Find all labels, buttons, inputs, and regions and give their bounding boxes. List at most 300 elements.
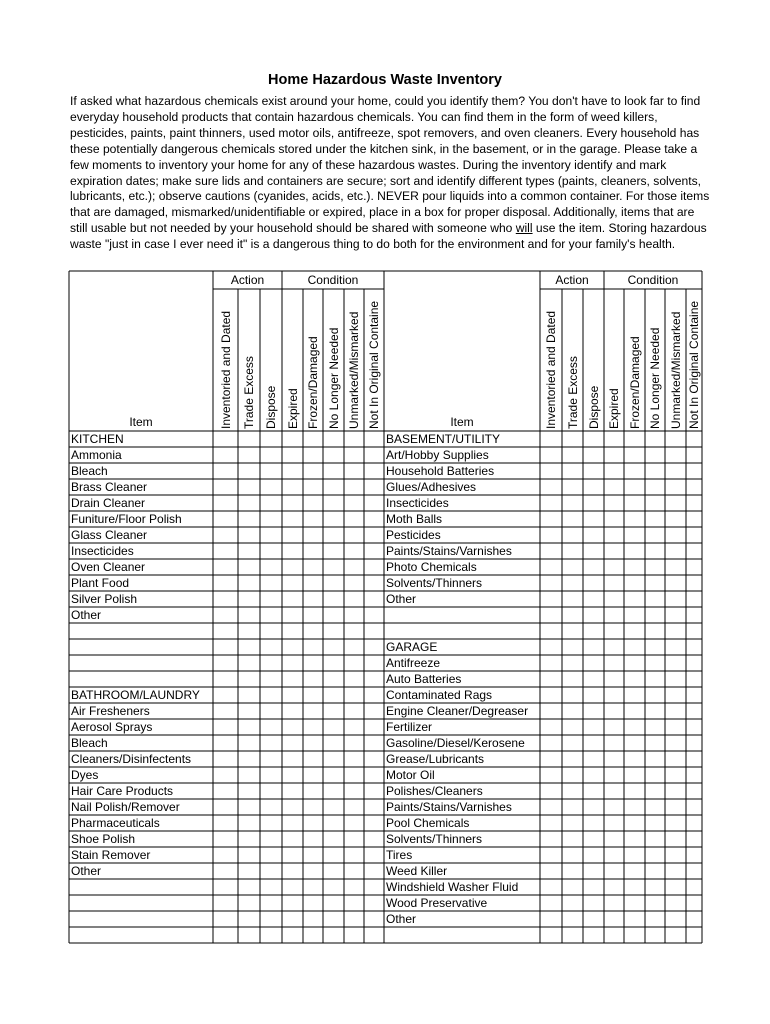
left-checkbox-cell[interactable] bbox=[260, 463, 282, 479]
left-checkbox-cell[interactable] bbox=[282, 831, 303, 847]
right-checkbox-cell[interactable] bbox=[665, 703, 686, 719]
right-checkbox-cell[interactable] bbox=[645, 863, 665, 879]
left-checkbox-cell[interactable] bbox=[260, 639, 282, 655]
left-checkbox-cell[interactable] bbox=[282, 559, 303, 575]
left-checkbox-cell[interactable] bbox=[303, 607, 323, 623]
left-checkbox-cell[interactable] bbox=[344, 511, 364, 527]
left-checkbox-cell[interactable] bbox=[282, 815, 303, 831]
left-checkbox-cell[interactable] bbox=[303, 799, 323, 815]
left-checkbox-cell[interactable] bbox=[364, 671, 384, 687]
left-checkbox-cell[interactable] bbox=[364, 751, 384, 767]
left-checkbox-cell[interactable] bbox=[213, 767, 238, 783]
left-checkbox-cell[interactable] bbox=[344, 639, 364, 655]
left-checkbox-cell[interactable] bbox=[213, 639, 238, 655]
left-checkbox-cell[interactable] bbox=[238, 831, 260, 847]
left-checkbox-cell[interactable] bbox=[344, 575, 364, 591]
left-checkbox-cell[interactable] bbox=[282, 719, 303, 735]
right-checkbox-cell[interactable] bbox=[645, 687, 665, 703]
right-checkbox-cell[interactable] bbox=[645, 879, 665, 895]
left-checkbox-cell[interactable] bbox=[260, 927, 282, 943]
right-checkbox-cell[interactable] bbox=[540, 783, 562, 799]
right-checkbox-cell[interactable] bbox=[604, 591, 624, 607]
right-checkbox-cell[interactable] bbox=[686, 655, 702, 671]
right-checkbox-cell[interactable] bbox=[540, 831, 562, 847]
left-checkbox-cell[interactable] bbox=[364, 831, 384, 847]
right-checkbox-cell[interactable] bbox=[540, 655, 562, 671]
left-checkbox-cell[interactable] bbox=[344, 623, 364, 639]
right-checkbox-cell[interactable] bbox=[686, 847, 702, 863]
right-checkbox-cell[interactable] bbox=[686, 431, 702, 447]
right-checkbox-cell[interactable] bbox=[604, 655, 624, 671]
right-checkbox-cell[interactable] bbox=[562, 831, 583, 847]
right-checkbox-cell[interactable] bbox=[665, 607, 686, 623]
right-checkbox-cell[interactable] bbox=[624, 479, 645, 495]
left-checkbox-cell[interactable] bbox=[238, 751, 260, 767]
left-checkbox-cell[interactable] bbox=[213, 543, 238, 559]
left-checkbox-cell[interactable] bbox=[282, 575, 303, 591]
right-checkbox-cell[interactable] bbox=[562, 879, 583, 895]
right-checkbox-cell[interactable] bbox=[583, 879, 604, 895]
right-checkbox-cell[interactable] bbox=[540, 431, 562, 447]
right-checkbox-cell[interactable] bbox=[583, 575, 604, 591]
right-checkbox-cell[interactable] bbox=[665, 815, 686, 831]
left-checkbox-cell[interactable] bbox=[303, 735, 323, 751]
left-checkbox-cell[interactable] bbox=[260, 543, 282, 559]
right-checkbox-cell[interactable] bbox=[540, 863, 562, 879]
right-checkbox-cell[interactable] bbox=[665, 767, 686, 783]
right-checkbox-cell[interactable] bbox=[562, 511, 583, 527]
left-checkbox-cell[interactable] bbox=[303, 927, 323, 943]
right-checkbox-cell[interactable] bbox=[540, 847, 562, 863]
right-checkbox-cell[interactable] bbox=[645, 495, 665, 511]
left-checkbox-cell[interactable] bbox=[238, 927, 260, 943]
right-checkbox-cell[interactable] bbox=[604, 703, 624, 719]
right-checkbox-cell[interactable] bbox=[540, 703, 562, 719]
left-checkbox-cell[interactable] bbox=[213, 847, 238, 863]
right-checkbox-cell[interactable] bbox=[665, 895, 686, 911]
left-checkbox-cell[interactable] bbox=[344, 767, 364, 783]
right-checkbox-cell[interactable] bbox=[583, 735, 604, 751]
left-checkbox-cell[interactable] bbox=[344, 751, 364, 767]
left-checkbox-cell[interactable] bbox=[344, 447, 364, 463]
left-checkbox-cell[interactable] bbox=[260, 895, 282, 911]
right-checkbox-cell[interactable] bbox=[686, 879, 702, 895]
left-checkbox-cell[interactable] bbox=[323, 671, 344, 687]
left-checkbox-cell[interactable] bbox=[213, 559, 238, 575]
left-checkbox-cell[interactable] bbox=[238, 687, 260, 703]
right-checkbox-cell[interactable] bbox=[624, 911, 645, 927]
left-checkbox-cell[interactable] bbox=[303, 511, 323, 527]
left-checkbox-cell[interactable] bbox=[238, 431, 260, 447]
left-checkbox-cell[interactable] bbox=[213, 575, 238, 591]
left-checkbox-cell[interactable] bbox=[303, 463, 323, 479]
left-checkbox-cell[interactable] bbox=[238, 799, 260, 815]
right-checkbox-cell[interactable] bbox=[604, 911, 624, 927]
right-checkbox-cell[interactable] bbox=[686, 463, 702, 479]
left-checkbox-cell[interactable] bbox=[213, 863, 238, 879]
right-checkbox-cell[interactable] bbox=[604, 863, 624, 879]
left-checkbox-cell[interactable] bbox=[303, 703, 323, 719]
right-checkbox-cell[interactable] bbox=[604, 575, 624, 591]
left-checkbox-cell[interactable] bbox=[238, 447, 260, 463]
left-checkbox-cell[interactable] bbox=[364, 559, 384, 575]
right-checkbox-cell[interactable] bbox=[665, 751, 686, 767]
right-checkbox-cell[interactable] bbox=[562, 863, 583, 879]
right-checkbox-cell[interactable] bbox=[540, 895, 562, 911]
right-checkbox-cell[interactable] bbox=[686, 783, 702, 799]
right-checkbox-cell[interactable] bbox=[645, 719, 665, 735]
left-checkbox-cell[interactable] bbox=[323, 591, 344, 607]
left-checkbox-cell[interactable] bbox=[323, 831, 344, 847]
right-checkbox-cell[interactable] bbox=[604, 671, 624, 687]
right-checkbox-cell[interactable] bbox=[665, 879, 686, 895]
right-checkbox-cell[interactable] bbox=[583, 639, 604, 655]
left-checkbox-cell[interactable] bbox=[344, 783, 364, 799]
right-checkbox-cell[interactable] bbox=[604, 431, 624, 447]
right-checkbox-cell[interactable] bbox=[604, 607, 624, 623]
right-checkbox-cell[interactable] bbox=[540, 511, 562, 527]
right-checkbox-cell[interactable] bbox=[645, 559, 665, 575]
left-checkbox-cell[interactable] bbox=[260, 527, 282, 543]
left-checkbox-cell[interactable] bbox=[282, 591, 303, 607]
left-checkbox-cell[interactable] bbox=[364, 799, 384, 815]
right-checkbox-cell[interactable] bbox=[624, 463, 645, 479]
right-checkbox-cell[interactable] bbox=[540, 479, 562, 495]
right-checkbox-cell[interactable] bbox=[562, 799, 583, 815]
right-checkbox-cell[interactable] bbox=[686, 543, 702, 559]
right-checkbox-cell[interactable] bbox=[624, 799, 645, 815]
right-checkbox-cell[interactable] bbox=[665, 863, 686, 879]
right-checkbox-cell[interactable] bbox=[645, 511, 665, 527]
right-checkbox-cell[interactable] bbox=[562, 719, 583, 735]
left-checkbox-cell[interactable] bbox=[260, 767, 282, 783]
left-checkbox-cell[interactable] bbox=[364, 783, 384, 799]
left-checkbox-cell[interactable] bbox=[282, 783, 303, 799]
right-checkbox-cell[interactable] bbox=[583, 431, 604, 447]
right-checkbox-cell[interactable] bbox=[645, 591, 665, 607]
right-checkbox-cell[interactable] bbox=[562, 815, 583, 831]
left-checkbox-cell[interactable] bbox=[213, 783, 238, 799]
right-checkbox-cell[interactable] bbox=[665, 527, 686, 543]
left-checkbox-cell[interactable] bbox=[323, 559, 344, 575]
left-checkbox-cell[interactable] bbox=[282, 607, 303, 623]
left-checkbox-cell[interactable] bbox=[364, 527, 384, 543]
left-checkbox-cell[interactable] bbox=[323, 511, 344, 527]
left-checkbox-cell[interactable] bbox=[344, 543, 364, 559]
left-checkbox-cell[interactable] bbox=[303, 431, 323, 447]
right-checkbox-cell[interactable] bbox=[686, 735, 702, 751]
right-checkbox-cell[interactable] bbox=[686, 911, 702, 927]
left-checkbox-cell[interactable] bbox=[213, 831, 238, 847]
right-checkbox-cell[interactable] bbox=[540, 911, 562, 927]
right-checkbox-cell[interactable] bbox=[604, 815, 624, 831]
right-checkbox-cell[interactable] bbox=[562, 703, 583, 719]
right-checkbox-cell[interactable] bbox=[665, 687, 686, 703]
right-checkbox-cell[interactable] bbox=[583, 671, 604, 687]
left-checkbox-cell[interactable] bbox=[213, 495, 238, 511]
right-checkbox-cell[interactable] bbox=[624, 863, 645, 879]
right-checkbox-cell[interactable] bbox=[540, 815, 562, 831]
right-checkbox-cell[interactable] bbox=[665, 671, 686, 687]
left-checkbox-cell[interactable] bbox=[364, 591, 384, 607]
left-checkbox-cell[interactable] bbox=[260, 831, 282, 847]
right-checkbox-cell[interactable] bbox=[540, 719, 562, 735]
left-checkbox-cell[interactable] bbox=[282, 639, 303, 655]
left-checkbox-cell[interactable] bbox=[344, 479, 364, 495]
right-checkbox-cell[interactable] bbox=[665, 783, 686, 799]
right-checkbox-cell[interactable] bbox=[583, 815, 604, 831]
right-checkbox-cell[interactable] bbox=[583, 479, 604, 495]
left-checkbox-cell[interactable] bbox=[323, 431, 344, 447]
left-checkbox-cell[interactable] bbox=[260, 495, 282, 511]
left-checkbox-cell[interactable] bbox=[323, 879, 344, 895]
right-checkbox-cell[interactable] bbox=[604, 447, 624, 463]
right-checkbox-cell[interactable] bbox=[645, 479, 665, 495]
left-checkbox-cell[interactable] bbox=[260, 431, 282, 447]
left-checkbox-cell[interactable] bbox=[323, 655, 344, 671]
left-checkbox-cell[interactable] bbox=[364, 719, 384, 735]
right-checkbox-cell[interactable] bbox=[583, 799, 604, 815]
left-checkbox-cell[interactable] bbox=[238, 607, 260, 623]
right-checkbox-cell[interactable] bbox=[665, 831, 686, 847]
left-checkbox-cell[interactable] bbox=[303, 831, 323, 847]
right-checkbox-cell[interactable] bbox=[686, 687, 702, 703]
left-checkbox-cell[interactable] bbox=[344, 431, 364, 447]
right-checkbox-cell[interactable] bbox=[540, 495, 562, 511]
left-checkbox-cell[interactable] bbox=[323, 863, 344, 879]
right-checkbox-cell[interactable] bbox=[583, 895, 604, 911]
left-checkbox-cell[interactable] bbox=[282, 687, 303, 703]
right-checkbox-cell[interactable] bbox=[624, 783, 645, 799]
left-checkbox-cell[interactable] bbox=[260, 911, 282, 927]
right-checkbox-cell[interactable] bbox=[686, 751, 702, 767]
right-checkbox-cell[interactable] bbox=[686, 831, 702, 847]
right-checkbox-cell[interactable] bbox=[604, 623, 624, 639]
right-checkbox-cell[interactable] bbox=[645, 703, 665, 719]
right-checkbox-cell[interactable] bbox=[686, 927, 702, 943]
right-checkbox-cell[interactable] bbox=[665, 719, 686, 735]
right-checkbox-cell[interactable] bbox=[583, 463, 604, 479]
right-checkbox-cell[interactable] bbox=[624, 447, 645, 463]
right-checkbox-cell[interactable] bbox=[624, 527, 645, 543]
left-checkbox-cell[interactable] bbox=[364, 607, 384, 623]
right-checkbox-cell[interactable] bbox=[540, 767, 562, 783]
right-checkbox-cell[interactable] bbox=[645, 831, 665, 847]
right-checkbox-cell[interactable] bbox=[686, 591, 702, 607]
right-checkbox-cell[interactable] bbox=[645, 895, 665, 911]
right-checkbox-cell[interactable] bbox=[604, 879, 624, 895]
right-checkbox-cell[interactable] bbox=[645, 815, 665, 831]
right-checkbox-cell[interactable] bbox=[583, 511, 604, 527]
left-checkbox-cell[interactable] bbox=[213, 671, 238, 687]
left-checkbox-cell[interactable] bbox=[282, 671, 303, 687]
left-checkbox-cell[interactable] bbox=[303, 767, 323, 783]
left-checkbox-cell[interactable] bbox=[323, 447, 344, 463]
left-checkbox-cell[interactable] bbox=[344, 815, 364, 831]
left-checkbox-cell[interactable] bbox=[303, 623, 323, 639]
right-checkbox-cell[interactable] bbox=[540, 527, 562, 543]
right-checkbox-cell[interactable] bbox=[562, 655, 583, 671]
left-checkbox-cell[interactable] bbox=[344, 607, 364, 623]
right-checkbox-cell[interactable] bbox=[604, 463, 624, 479]
left-checkbox-cell[interactable] bbox=[303, 527, 323, 543]
right-checkbox-cell[interactable] bbox=[686, 767, 702, 783]
left-checkbox-cell[interactable] bbox=[364, 655, 384, 671]
right-checkbox-cell[interactable] bbox=[562, 687, 583, 703]
right-checkbox-cell[interactable] bbox=[665, 511, 686, 527]
right-checkbox-cell[interactable] bbox=[562, 495, 583, 511]
right-checkbox-cell[interactable] bbox=[645, 623, 665, 639]
left-checkbox-cell[interactable] bbox=[323, 703, 344, 719]
left-checkbox-cell[interactable] bbox=[282, 463, 303, 479]
left-checkbox-cell[interactable] bbox=[364, 895, 384, 911]
left-checkbox-cell[interactable] bbox=[238, 815, 260, 831]
left-checkbox-cell[interactable] bbox=[364, 431, 384, 447]
left-checkbox-cell[interactable] bbox=[344, 671, 364, 687]
right-checkbox-cell[interactable] bbox=[583, 911, 604, 927]
left-checkbox-cell[interactable] bbox=[303, 783, 323, 799]
right-checkbox-cell[interactable] bbox=[686, 511, 702, 527]
right-checkbox-cell[interactable] bbox=[665, 847, 686, 863]
left-checkbox-cell[interactable] bbox=[323, 767, 344, 783]
left-checkbox-cell[interactable] bbox=[364, 639, 384, 655]
left-checkbox-cell[interactable] bbox=[364, 863, 384, 879]
left-checkbox-cell[interactable] bbox=[364, 687, 384, 703]
left-checkbox-cell[interactable] bbox=[344, 799, 364, 815]
right-checkbox-cell[interactable] bbox=[562, 607, 583, 623]
left-checkbox-cell[interactable] bbox=[282, 511, 303, 527]
right-checkbox-cell[interactable] bbox=[562, 623, 583, 639]
left-checkbox-cell[interactable] bbox=[303, 863, 323, 879]
left-checkbox-cell[interactable] bbox=[238, 783, 260, 799]
left-checkbox-cell[interactable] bbox=[238, 527, 260, 543]
right-checkbox-cell[interactable] bbox=[562, 639, 583, 655]
right-checkbox-cell[interactable] bbox=[540, 927, 562, 943]
left-checkbox-cell[interactable] bbox=[323, 911, 344, 927]
right-checkbox-cell[interactable] bbox=[604, 543, 624, 559]
left-checkbox-cell[interactable] bbox=[303, 671, 323, 687]
left-checkbox-cell[interactable] bbox=[344, 527, 364, 543]
left-checkbox-cell[interactable] bbox=[344, 831, 364, 847]
right-checkbox-cell[interactable] bbox=[665, 639, 686, 655]
left-checkbox-cell[interactable] bbox=[323, 463, 344, 479]
right-checkbox-cell[interactable] bbox=[604, 751, 624, 767]
left-checkbox-cell[interactable] bbox=[344, 879, 364, 895]
right-checkbox-cell[interactable] bbox=[562, 591, 583, 607]
right-checkbox-cell[interactable] bbox=[665, 463, 686, 479]
left-checkbox-cell[interactable] bbox=[238, 895, 260, 911]
right-checkbox-cell[interactable] bbox=[540, 799, 562, 815]
right-checkbox-cell[interactable] bbox=[540, 623, 562, 639]
right-checkbox-cell[interactable] bbox=[624, 879, 645, 895]
left-checkbox-cell[interactable] bbox=[323, 495, 344, 511]
left-checkbox-cell[interactable] bbox=[364, 927, 384, 943]
right-checkbox-cell[interactable] bbox=[624, 623, 645, 639]
left-checkbox-cell[interactable] bbox=[364, 511, 384, 527]
right-checkbox-cell[interactable] bbox=[665, 799, 686, 815]
right-checkbox-cell[interactable] bbox=[686, 623, 702, 639]
right-checkbox-cell[interactable] bbox=[583, 495, 604, 511]
left-checkbox-cell[interactable] bbox=[213, 895, 238, 911]
left-checkbox-cell[interactable] bbox=[260, 447, 282, 463]
right-checkbox-cell[interactable] bbox=[604, 799, 624, 815]
right-checkbox-cell[interactable] bbox=[686, 447, 702, 463]
right-checkbox-cell[interactable] bbox=[604, 511, 624, 527]
left-checkbox-cell[interactable] bbox=[323, 847, 344, 863]
left-checkbox-cell[interactable] bbox=[282, 847, 303, 863]
right-checkbox-cell[interactable] bbox=[540, 591, 562, 607]
right-checkbox-cell[interactable] bbox=[604, 559, 624, 575]
right-checkbox-cell[interactable] bbox=[624, 847, 645, 863]
right-checkbox-cell[interactable] bbox=[686, 863, 702, 879]
right-checkbox-cell[interactable] bbox=[604, 847, 624, 863]
left-checkbox-cell[interactable] bbox=[364, 815, 384, 831]
right-checkbox-cell[interactable] bbox=[624, 751, 645, 767]
left-checkbox-cell[interactable] bbox=[213, 703, 238, 719]
left-checkbox-cell[interactable] bbox=[303, 495, 323, 511]
right-checkbox-cell[interactable] bbox=[624, 927, 645, 943]
left-checkbox-cell[interactable] bbox=[213, 799, 238, 815]
right-checkbox-cell[interactable] bbox=[540, 543, 562, 559]
left-checkbox-cell[interactable] bbox=[238, 511, 260, 527]
left-checkbox-cell[interactable] bbox=[303, 719, 323, 735]
right-checkbox-cell[interactable] bbox=[604, 895, 624, 911]
left-checkbox-cell[interactable] bbox=[282, 799, 303, 815]
left-checkbox-cell[interactable] bbox=[282, 495, 303, 511]
right-checkbox-cell[interactable] bbox=[645, 671, 665, 687]
right-checkbox-cell[interactable] bbox=[665, 543, 686, 559]
left-checkbox-cell[interactable] bbox=[238, 495, 260, 511]
left-checkbox-cell[interactable] bbox=[213, 591, 238, 607]
right-checkbox-cell[interactable] bbox=[686, 559, 702, 575]
left-checkbox-cell[interactable] bbox=[260, 735, 282, 751]
left-checkbox-cell[interactable] bbox=[303, 751, 323, 767]
left-checkbox-cell[interactable] bbox=[260, 703, 282, 719]
right-checkbox-cell[interactable] bbox=[624, 831, 645, 847]
right-checkbox-cell[interactable] bbox=[686, 479, 702, 495]
left-checkbox-cell[interactable] bbox=[344, 735, 364, 751]
left-checkbox-cell[interactable] bbox=[323, 927, 344, 943]
left-checkbox-cell[interactable] bbox=[323, 783, 344, 799]
left-checkbox-cell[interactable] bbox=[323, 751, 344, 767]
left-checkbox-cell[interactable] bbox=[213, 927, 238, 943]
right-checkbox-cell[interactable] bbox=[583, 751, 604, 767]
left-checkbox-cell[interactable] bbox=[344, 591, 364, 607]
right-checkbox-cell[interactable] bbox=[624, 687, 645, 703]
right-checkbox-cell[interactable] bbox=[624, 671, 645, 687]
right-checkbox-cell[interactable] bbox=[645, 463, 665, 479]
left-checkbox-cell[interactable] bbox=[282, 751, 303, 767]
right-checkbox-cell[interactable] bbox=[645, 447, 665, 463]
right-checkbox-cell[interactable] bbox=[562, 751, 583, 767]
right-checkbox-cell[interactable] bbox=[562, 847, 583, 863]
left-checkbox-cell[interactable] bbox=[303, 879, 323, 895]
left-checkbox-cell[interactable] bbox=[303, 687, 323, 703]
left-checkbox-cell[interactable] bbox=[238, 463, 260, 479]
right-checkbox-cell[interactable] bbox=[645, 655, 665, 671]
left-checkbox-cell[interactable] bbox=[323, 719, 344, 735]
left-checkbox-cell[interactable] bbox=[282, 895, 303, 911]
right-checkbox-cell[interactable] bbox=[583, 703, 604, 719]
right-checkbox-cell[interactable] bbox=[645, 799, 665, 815]
right-checkbox-cell[interactable] bbox=[540, 735, 562, 751]
left-checkbox-cell[interactable] bbox=[323, 623, 344, 639]
right-checkbox-cell[interactable] bbox=[665, 495, 686, 511]
right-checkbox-cell[interactable] bbox=[665, 655, 686, 671]
left-checkbox-cell[interactable] bbox=[238, 911, 260, 927]
left-checkbox-cell[interactable] bbox=[303, 575, 323, 591]
right-checkbox-cell[interactable] bbox=[540, 687, 562, 703]
